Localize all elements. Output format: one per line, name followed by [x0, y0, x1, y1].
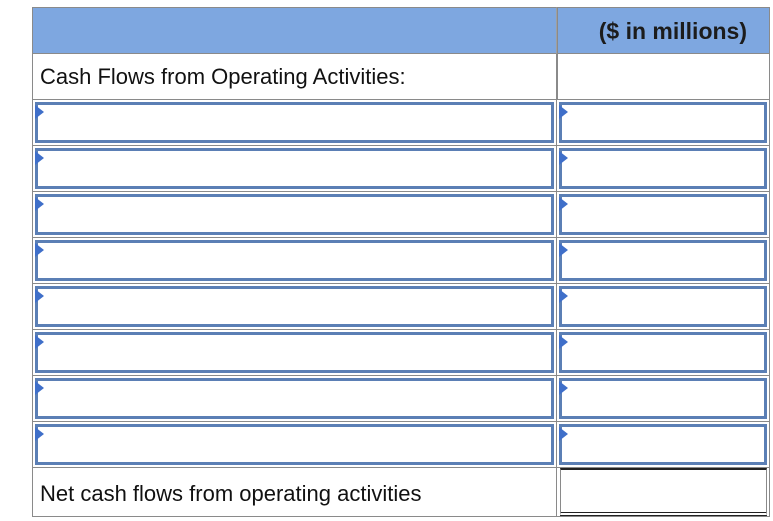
label-input[interactable]: [35, 332, 554, 373]
input-row: [32, 192, 770, 238]
label-input[interactable]: [35, 240, 554, 281]
triangle-marker-icon: [559, 381, 568, 395]
amount-input[interactable]: [559, 194, 767, 235]
total-amount-input[interactable]: [560, 468, 767, 516]
input-row: [32, 284, 770, 330]
amount-cell: [557, 146, 770, 192]
input-row: [32, 100, 770, 146]
header-amount-cell: [557, 7, 770, 54]
label-input[interactable]: [35, 424, 554, 465]
input-row: [32, 330, 770, 376]
amount-cell: [557, 100, 770, 146]
label-cell: [32, 330, 557, 376]
label-cell: [32, 238, 557, 284]
input-row: [32, 422, 770, 468]
amount-cell: [557, 284, 770, 330]
section-title-row: [32, 54, 770, 100]
header-label-cell: [32, 7, 557, 54]
amount-input[interactable]: [559, 102, 767, 143]
triangle-marker-icon: [35, 243, 44, 257]
section-amount-cell: [557, 54, 770, 100]
triangle-marker-icon: [35, 289, 44, 303]
input-row: [32, 146, 770, 192]
label-cell: [32, 284, 557, 330]
amount-input[interactable]: [559, 148, 767, 189]
input-row: [32, 238, 770, 284]
triangle-marker-icon: [559, 105, 568, 119]
triangle-marker-icon: [559, 427, 568, 441]
triangle-marker-icon: [35, 197, 44, 211]
label-input[interactable]: [35, 148, 554, 189]
column-header-millions: ($ in millions): [598, 18, 747, 44]
triangle-marker-icon: [35, 381, 44, 395]
label-input[interactable]: [35, 102, 554, 143]
cash-flow-worksheet: [32, 7, 770, 517]
amount-input[interactable]: [559, 286, 767, 327]
total-row: [32, 468, 770, 517]
label-cell: [32, 146, 557, 192]
amount-cell: [557, 192, 770, 238]
triangle-marker-icon: [35, 105, 44, 119]
triangle-marker-icon: [559, 289, 568, 303]
label-input[interactable]: [35, 286, 554, 327]
total-label-cell: [32, 468, 557, 517]
amount-input[interactable]: [559, 378, 767, 419]
section-title: Cash Flows from Operating Activities:: [40, 64, 406, 89]
label-cell: [32, 192, 557, 238]
section-title-cell: [32, 54, 557, 100]
amount-input[interactable]: [559, 332, 767, 373]
label-cell: [32, 100, 557, 146]
triangle-marker-icon: [559, 197, 568, 211]
label-input[interactable]: [35, 194, 554, 235]
amount-cell: [557, 376, 770, 422]
total-label: Net cash flows from operating activities: [40, 481, 422, 506]
label-cell: [32, 376, 557, 422]
triangle-marker-icon: [559, 335, 568, 349]
amount-input[interactable]: [559, 424, 767, 465]
input-row: [32, 376, 770, 422]
triangle-marker-icon: [35, 427, 44, 441]
amount-cell: [557, 238, 770, 284]
triangle-marker-icon: [35, 335, 44, 349]
triangle-marker-icon: [559, 151, 568, 165]
amount-input[interactable]: [559, 240, 767, 281]
triangle-marker-icon: [35, 151, 44, 165]
label-cell: [32, 422, 557, 468]
amount-cell: [557, 422, 770, 468]
header-row: [32, 7, 770, 54]
total-amount-cell: [557, 468, 770, 517]
amount-cell: [557, 330, 770, 376]
label-input[interactable]: [35, 378, 554, 419]
triangle-marker-icon: [559, 243, 568, 257]
